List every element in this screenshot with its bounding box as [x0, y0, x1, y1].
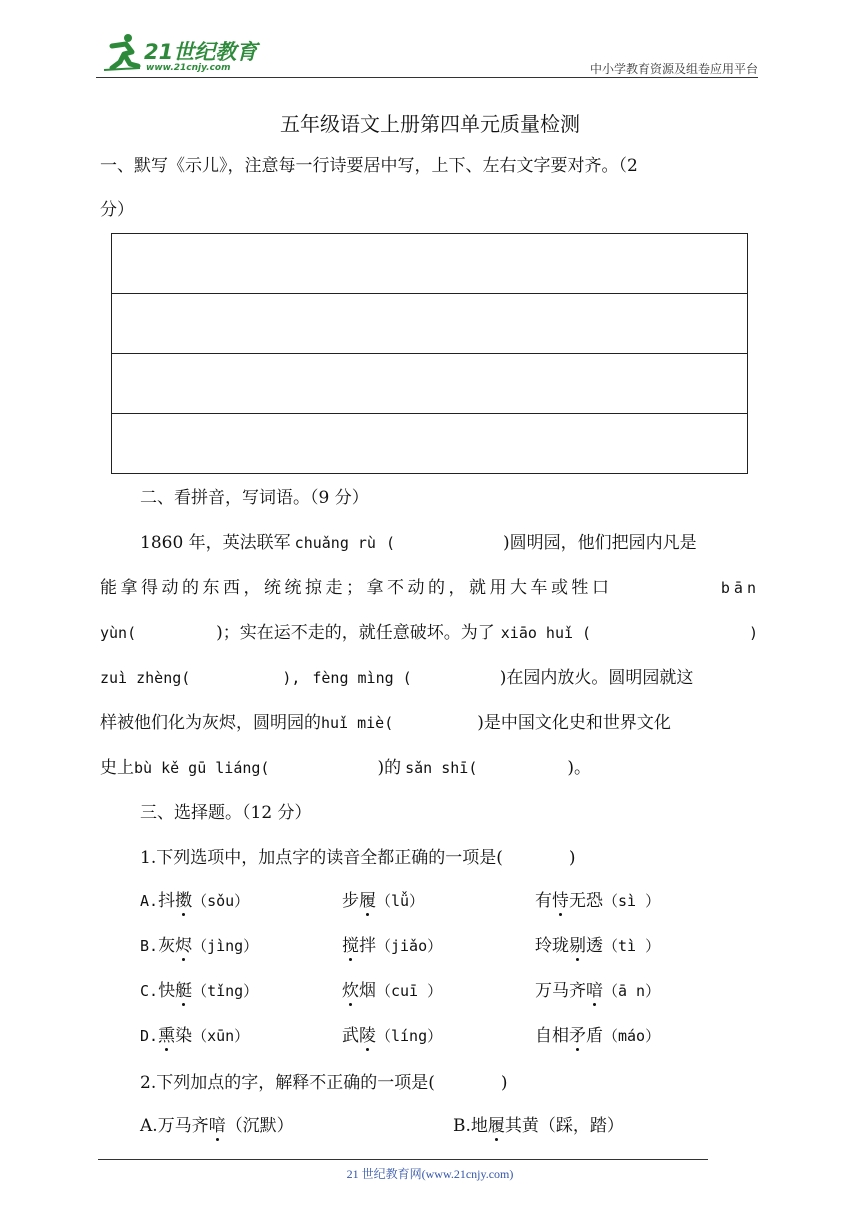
q3-sub2-option-b[interactable]	[453, 1114, 624, 1138]
pinyin: （tì ）	[603, 937, 661, 955]
text: 地	[470, 1116, 488, 1136]
text: 1860 年，英法联军	[140, 533, 291, 553]
header-divider	[96, 77, 758, 78]
text: 无恐	[569, 891, 603, 911]
text: 灰	[158, 936, 176, 956]
page-title: 五年级语文上册第四单元质量检测	[280, 112, 580, 136]
q3-sub2	[140, 1071, 508, 1095]
text: 能拿得动的东西，统统掠走；拿不动的，就用大车或牲口	[100, 578, 613, 598]
logo-url: www.21cnjy.com	[146, 63, 231, 73]
answer-row[interactable]	[112, 294, 747, 354]
pinyin: （tǐng）	[192, 982, 259, 1000]
text: )；实在运不走的，就任意破坏。为了	[216, 623, 495, 643]
logo	[96, 30, 266, 76]
dotted-char: 烬	[175, 936, 193, 956]
runner-logo-icon	[98, 32, 144, 72]
dotted-char: 履	[487, 1116, 505, 1136]
q3-option-c-word-1[interactable]	[140, 979, 258, 1003]
pinyin: （líng）	[376, 1027, 443, 1045]
text: 盾	[586, 1026, 603, 1046]
q3-option-c-word-2	[342, 979, 442, 1003]
dotted-char: 喑	[208, 1116, 226, 1136]
text: 拌	[359, 936, 376, 956]
text: 其黄（踩，踏）	[504, 1116, 624, 1136]
q2-line4	[100, 666, 693, 690]
dotted-char: 炊	[342, 981, 359, 1001]
q2-line6	[100, 756, 591, 780]
text: )。	[567, 758, 591, 778]
dotted-char: 矛	[569, 1026, 586, 1046]
text: )	[568, 848, 576, 868]
text: 有	[535, 891, 552, 911]
option-label: B.	[453, 1116, 471, 1136]
text: 武	[342, 1026, 359, 1046]
dotted-char: 剔	[569, 936, 586, 956]
pinyin: （xūn）	[192, 1027, 250, 1045]
q3-option-b-word-2	[342, 934, 442, 958]
pinyin: （sì ）	[603, 892, 661, 910]
text: )	[500, 1073, 508, 1093]
text: 透	[586, 936, 603, 956]
q2-heading: 二、看拼音，写词语。（9 分）	[140, 488, 369, 508]
text: )是中国文化史和世界文化	[477, 713, 671, 733]
text: 样被他们化为灰烬，圆明园的	[100, 713, 321, 733]
option-label: D.	[140, 1027, 159, 1045]
text: 烟	[359, 981, 376, 1001]
q2-line3	[100, 621, 760, 645]
text: 抖	[158, 891, 176, 911]
option-label: A.	[140, 892, 159, 910]
q3-option-a-word-1[interactable]	[140, 889, 249, 913]
answer-row[interactable]	[112, 234, 747, 294]
pinyin: （jiǎo）	[376, 937, 443, 955]
text: 史上	[100, 758, 134, 778]
q3-sub2-option-a[interactable]	[140, 1114, 294, 1138]
text: )的	[377, 758, 402, 778]
q3-option-d-word-2	[342, 1024, 442, 1048]
dotted-char: 熏	[158, 1026, 176, 1046]
q1-line1: 一、默写《示儿》，注意每一行诗要居中写，上下、左右文字要对齐。（2	[100, 156, 638, 176]
q3-option-c-word-3	[535, 979, 660, 1003]
blank-open: (	[385, 534, 395, 552]
option-label: A.	[140, 1116, 158, 1136]
dotted-char: 恃	[552, 891, 569, 911]
footer-divider	[98, 1159, 708, 1160]
q3-option-d-word-3	[535, 1024, 660, 1048]
page-header	[96, 30, 758, 78]
pinyin: （máo）	[603, 1027, 661, 1045]
dotted-char: 艇	[175, 981, 193, 1001]
text: 快	[158, 981, 176, 1001]
pinyin: xiāo huǐ (	[500, 624, 592, 642]
text: 万马齐	[157, 1116, 209, 1136]
q2-line1	[140, 531, 697, 555]
text: ),	[282, 669, 301, 687]
pinyin: huǐ miè(	[321, 714, 394, 732]
q3-option-b-word-3	[535, 934, 660, 958]
pinyin: bān	[720, 579, 760, 597]
q3-option-d-word-1[interactable]	[140, 1024, 249, 1048]
pinyin: fèng mìng (	[312, 669, 412, 687]
option-label: B.	[140, 937, 159, 955]
pinyin: zuì zhèng(	[100, 669, 191, 687]
q3-option-a-word-2	[342, 889, 424, 913]
text: 玲珑	[535, 936, 569, 956]
text: )在园内放火。圆明园就这	[499, 668, 694, 688]
poem-answer-box[interactable]	[111, 233, 748, 474]
pinyin: （cuī ）	[376, 982, 443, 1000]
q3-sub1	[140, 846, 576, 870]
dotted-char: 搅	[342, 936, 359, 956]
text: 2.下列加点的字，解释不正确的一项是(	[140, 1073, 435, 1093]
pinyin: （sǒu）	[192, 892, 250, 910]
logo-text: 21世纪教育	[144, 40, 258, 64]
pinyin: bù kě gū liáng(	[134, 759, 270, 777]
blank-close: )	[748, 624, 758, 642]
q3-option-b-word-1[interactable]	[140, 934, 258, 958]
dotted-char: 陵	[359, 1026, 376, 1046]
dotted-char: 履	[359, 891, 376, 911]
site-tagline: 中小学教育资源及组卷应用平台	[589, 62, 758, 76]
dotted-char: 擞	[175, 891, 193, 911]
q2-line5	[100, 711, 671, 735]
q3-option-a-word-3	[535, 889, 660, 913]
pinyin: （lǚ）	[376, 892, 425, 910]
text: 万马齐	[535, 981, 586, 1001]
pinyin: yùn(	[100, 624, 137, 642]
pinyin: （ā n）	[603, 982, 661, 1000]
text: 步	[342, 891, 359, 911]
dotted-char: 喑	[586, 981, 603, 1001]
q2-line2	[100, 576, 760, 600]
pinyin: sǎn shī(	[405, 759, 478, 777]
answer-row[interactable]	[112, 354, 747, 414]
text: （沉默）	[225, 1116, 294, 1136]
answer-row[interactable]	[112, 414, 747, 473]
q1-line2: 分）	[100, 200, 134, 220]
pinyin: （jìng）	[192, 937, 259, 955]
text: 自相	[535, 1026, 569, 1046]
text: 染	[175, 1026, 193, 1046]
pinyin: chuǎng rù	[294, 534, 376, 552]
text: )圆明园，他们把园内凡是	[502, 533, 697, 553]
q3-heading: 三、选择题。（12 分）	[140, 803, 312, 823]
text: 1.下列选项中，加点字的读音全都正确的一项是(	[140, 848, 503, 868]
footer: 21 世纪教育网(www.21cnjy.com)	[346, 1167, 514, 1181]
option-label: C.	[140, 982, 159, 1000]
